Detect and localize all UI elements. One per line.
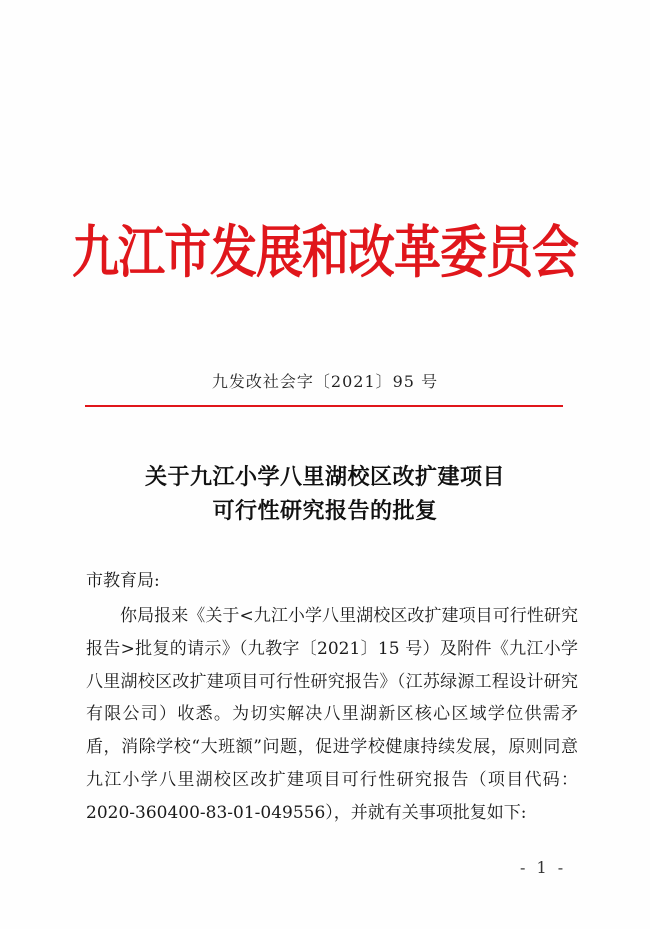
body-paragraph: 你局报来《关于<九江小学八里湖校区改扩建项目可行性研究报告>批复的请示》（九教字〔2021〕15 号）及附件《九江小学八里湖校区改扩建项目可行性研究报告》（江苏绿源工程设计研究有限公司）收悉。为切实解决八里湖新区核心区域学位供需矛盾，消除学校“大班额”问题，促进学校健康持续发展，原则同意九江小学八里湖校区改扩建项目可行性研究报告（项目代码：2020-360400-83-01-049556），并就有关事项批复如下: — [86, 606, 578, 823]
issuer-header: 九江市发展和改革委员会 — [72, 220, 578, 286]
title-line-2: 可行性研究报告的批复 — [212, 498, 438, 524]
addressee: 市教育局: — [86, 571, 160, 591]
red-divider — [85, 405, 563, 407]
document-number: 九发改社会字〔2021〕95 号 — [211, 372, 439, 391]
page-number: - 1 - — [520, 858, 567, 877]
title-line-1: 关于九江小学八里湖校区改扩建项目 — [144, 464, 505, 490]
